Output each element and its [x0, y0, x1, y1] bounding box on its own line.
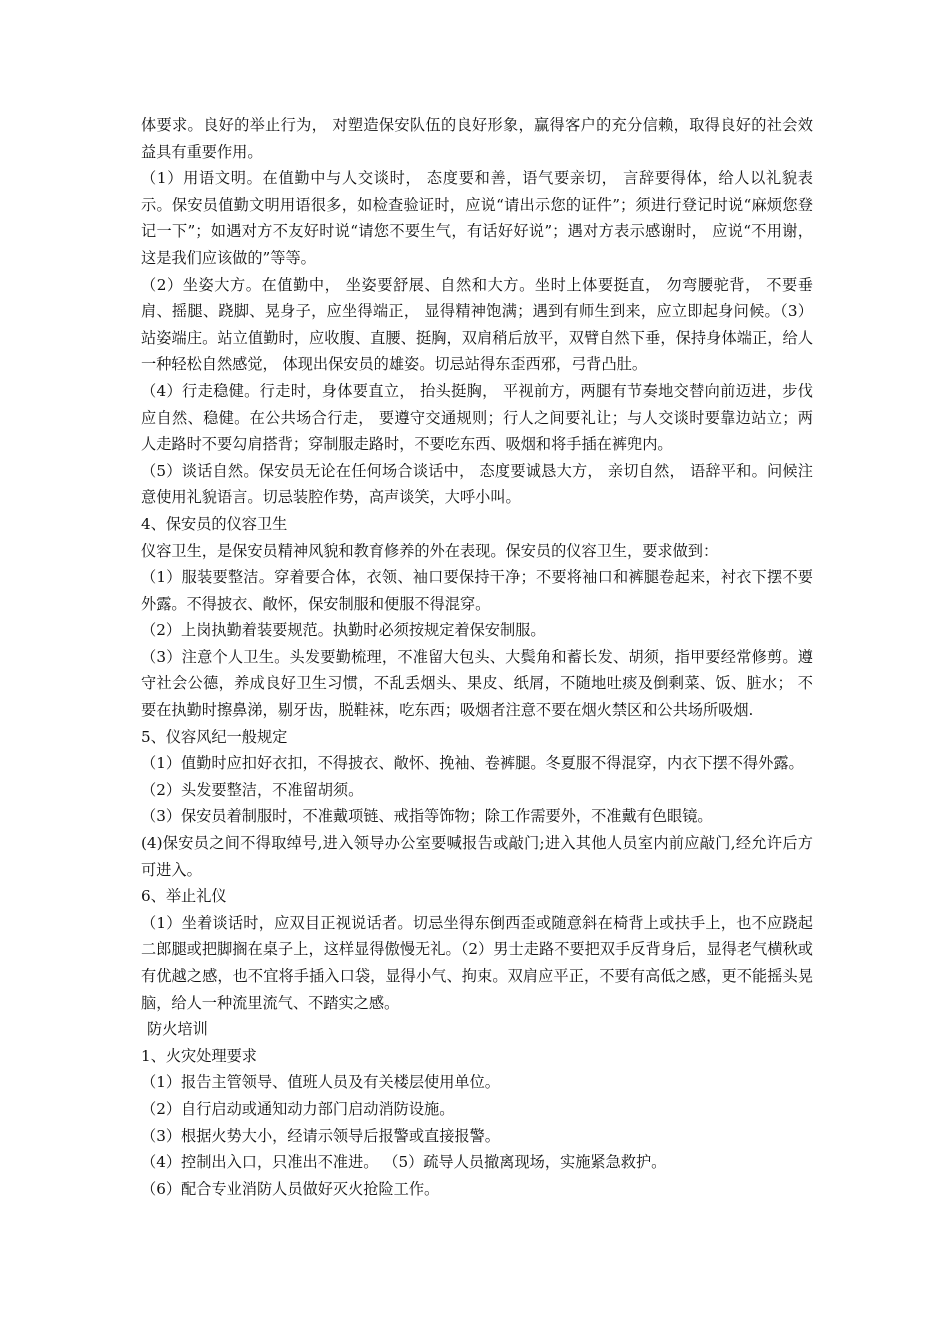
- paragraph-item-4-walking: （4）行走稳健。行走时，身体要直立， 抬头挺胸， 平视前方，两腿有节奏地交替向前迈进，步伐应自然、稳健。在公共场合行走， 要遵守交通规则；行人之间要礼让；与人交谈时要靠边站立；两人走路时不要勾肩搭背；穿制服走路时，不要吃东西、吸烟和将手插在裤兜内。: [141, 381, 813, 454]
- paragraph-fire-1: （1）报告主管领导、值班人员及有关楼层使用单位。: [141, 1073, 500, 1092]
- section-heading-fire-training: 防火培训: [147, 1020, 208, 1039]
- paragraph-appearance-3: （3）注意个人卫生。头发要勤梳理，不准留大包头、大鬓角和蓄长发、胡须，指甲要经常修剪。遵守社会公德，养成良好卫生习惯，不乱丢烟头、果皮、纸屑，不随地吐痰及倒剩菜、饭、脏水； 不要在执勤时擦鼻涕，剔牙齿，脱鞋袜，吃东西；吸烟者注意不要在烟火禁区和公共场所吸烟.: [141, 647, 813, 720]
- paragraph-item-2-3-posture: （2）坐姿大方。在值勤中， 坐姿要舒展、自然和大方。坐时上体要挺直， 勿弯腰驼背， 不要垂肩、摇腿、跷脚、晃身子，应坐得端正， 显得精神饱满；遇到有师生到来，应立即起身问候。（3）站姿端庄。站立值勤时，应收腹、直腰、挺胸，双肩稍后放平，双臂自然下垂，保持身体端正，给人一种轻松自然感觉， 体现出保安员的雄姿。切忌站得东歪西邪，弓背凸肚。: [141, 275, 813, 374]
- paragraph-appearance-intro: 仪容卫生，是保安员精神风貌和教育修养的外在表现。保安员的仪容卫生，要求做到：: [141, 541, 719, 560]
- section-heading-5: 5、仪容风纪一般规定: [141, 727, 288, 746]
- paragraph-fire-2: （2）自行启动或通知动力部门启动消防设施。: [141, 1099, 455, 1118]
- section-heading-4: 4、保安员的仪容卫生: [141, 514, 288, 533]
- paragraph-rules-1: （1）值勤时应扣好衣扣，不得披衣、敞怀、挽袖、卷裤腿。冬夏服不得混穿，内衣下摆不得外露。: [141, 754, 804, 773]
- paragraph-rules-3: （3）保安员着制服时，不准戴项链、戒指等饰物；除工作需要外，不准戴有色眼镜。: [141, 807, 713, 826]
- paragraph-rules-4: (4)保安员之间不得取绰号,进入领导办公室要喊报告或敲门;进入其他人员室内前应敲门,经允许后方可进入。: [141, 834, 813, 879]
- paragraph-fire-4-5: （4）控制出入口，只准出不准进。 （5）疏导人员撤离现场，实施紧急救护。: [141, 1153, 667, 1172]
- subsection-heading-fire-handling: 1、火灾处理要求: [141, 1046, 257, 1065]
- document-body: [141, 112, 813, 1202]
- paragraph-rules-2: （2）头发要整洁，不准留胡须。: [141, 780, 364, 799]
- paragraph-intro: 体要求。良好的举止行为， 对塑造保安队伍的良好形象，赢得客户的充分信赖，取得良好的社会效益具有重要作用。: [141, 116, 813, 161]
- paragraph-etiquette: （1）坐着谈话时，应双目正视说话者。切忌坐得东倒西歪或随意斜在椅背上或扶手上，也不应跷起二郎腿或把脚搁在桌子上，这样显得傲慢无礼。（2）男士走路不要把双手反背身后，显得老气横秋或有优越之感，也不宜将手插入口袋，显得小气、拘束。双肩应平正，不要有高低之感，更不能摇头晃脑，给人一种流里流气、不踏实之感。: [141, 913, 813, 1012]
- paragraph-appearance-1: （1）服装要整洁。穿着要合体，衣领、袖口要保持干净；不要将袖口和裤腿卷起来，衬衣下摆不要外露。不得披衣、敞怀，保安制服和便服不得混穿。: [141, 568, 813, 613]
- paragraph-appearance-2: （2）上岗执勤着装要规范。执勤时必须按规定着保安制服。: [141, 621, 546, 640]
- section-heading-6: 6、举止礼仪: [141, 887, 227, 906]
- paragraph-item-1-language: （1）用语文明。在值勤中与人交谈时， 态度要和善，语气要亲切， 言辞要得体，给人以礼貌表示。保安员值勤文明用语很多，如检查验证时，应说“请出示您的证件”；须进行登记时说“麻烦您登记一下”；如遇对方不友好时说“请您不要生气，有话好好说”；遇对方表示感谢时， 应说“不用谢， 这是我们应该做的”等等。: [141, 169, 813, 267]
- paragraph-fire-3: （3）根据火势大小，经请示领导后报警或直接报警。: [141, 1126, 500, 1145]
- paragraph-fire-6: （6）配合专业消防人员做好灭火抢险工作。: [141, 1179, 440, 1198]
- paragraph-item-5-speech: （5）谈话自然。保安员无论在任何场合谈话中， 态度要诚恳大方， 亲切自然， 语辞平和。问候注意使用礼貌语言。切忌装腔作势，高声谈笑，大呼小叫。: [141, 461, 813, 507]
